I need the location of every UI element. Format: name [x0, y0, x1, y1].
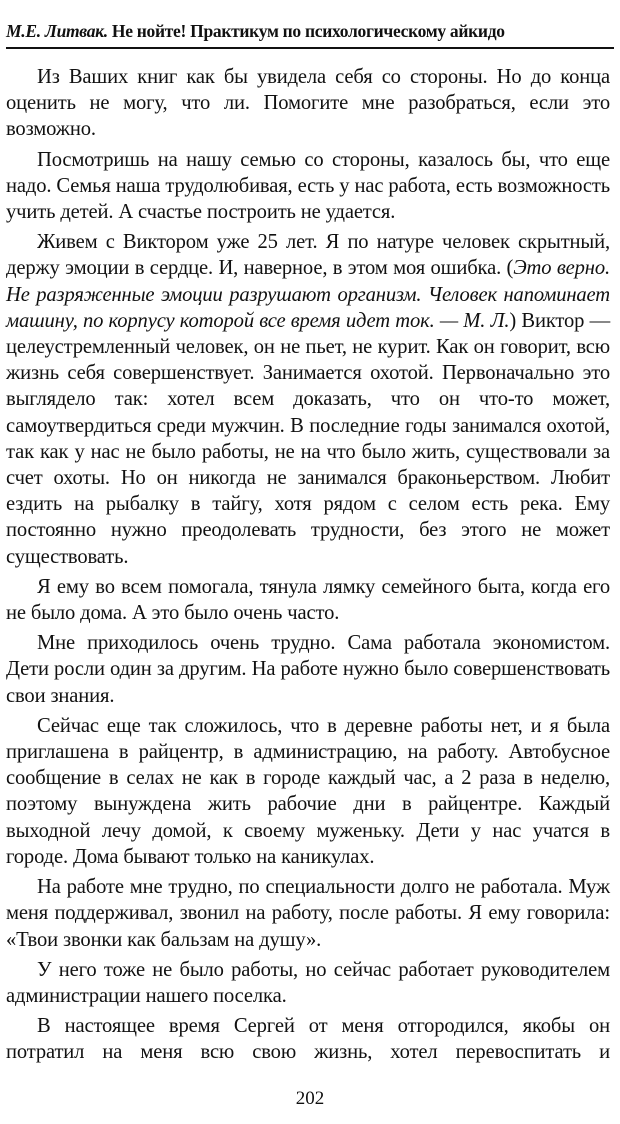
body-text: [6, 64, 610, 1070]
editor-comment: Это верно. Не разряженные эмоции разрушают организм. Человек напоминает машину, по корпусу которой все время идет ток. — М. Л.: [6, 257, 610, 332]
paragraph: [6, 229, 610, 570]
running-header: [6, 20, 614, 42]
header-book-title: Не нойте! Практикум по психологическому айкидо: [111, 21, 505, 41]
paragraph: Из Ваших книг как бы увидела себя со стороны. Но до конца оценить не могу, что ли. Помогите мне разобраться, если это возможно.: [6, 66, 610, 141]
paragraph: На работе мне трудно, по специальности долго не работала. Муж меня поддерживал, звонил на работу, после работы. Я ему говорила: «Твои звонки как бальзам на душу».: [6, 876, 610, 951]
paragraph-text: ) Виктор — целеустремленный человек, он не пьет, не курит. Как он говорит, всю жизнь себя совершенствует. Занимается охотой. Первоначально это выглядело так: хотел всем доказать, что он что-то может, самоутвердиться среди мужчин. В последние годы занимался охотой, так как у нас не было работы, не на что было жить, существовали за счет охоты. Но он никогда не занимался браконьерством. Любит ездить на рыбалку в тайгу, хотя рядом с селом есть река. Ему постоянно нужно преодолевать трудности, без этого не может существовать.: [6, 309, 611, 568]
header-rule: [6, 47, 614, 49]
paragraph: Мне приходилось очень трудно. Сама работала экономистом. Дети росли один за другим. На работе нужно было совершенствовать свои знания.: [6, 632, 610, 707]
paragraph: У него тоже не было работы, но сейчас работает руководителем администрации нашего поселка.: [6, 958, 610, 1007]
header-author: М.Е. Литвак.: [6, 21, 108, 41]
paragraph: В настоящее время Сергей от меня отгородился, якобы он потратил на меня всю свою жизнь, хотел перевоспитать и: [6, 1015, 610, 1064]
paragraph: Посмотришь на нашу семью со стороны, казалось бы, что еще надо. Семья наша трудолюбивая, есть у нас работа, есть возможность учить детей. А счастье построить не удается.: [6, 148, 610, 224]
paragraph-text: Живем с Виктором уже 25 лет. Я по натуре человек скрытный, держу эмоции в сердце. И, наверное, в этом моя ошибка. (: [6, 231, 610, 280]
paragraph: Сейчас еще так сложилось, что в деревне работы нет, и я была приглашена в райцентр, в администрацию, на работу. Автобусное сообщение в селах не как в городе каждый час, а 2 раза в неделю, поэтому вынуждена жить рабочие дни в райцентре. Каждый выходной лечу домой, к своему муженьку. Дети у нас учатся в городе. Дома бывают только на каникулах.: [6, 714, 610, 868]
page-number: 202: [295, 1088, 325, 1109]
paragraph: Я ему во всем помогала, тянула лямку семейного быта, когда его не было дома. А это было очень часто.: [6, 575, 610, 625]
